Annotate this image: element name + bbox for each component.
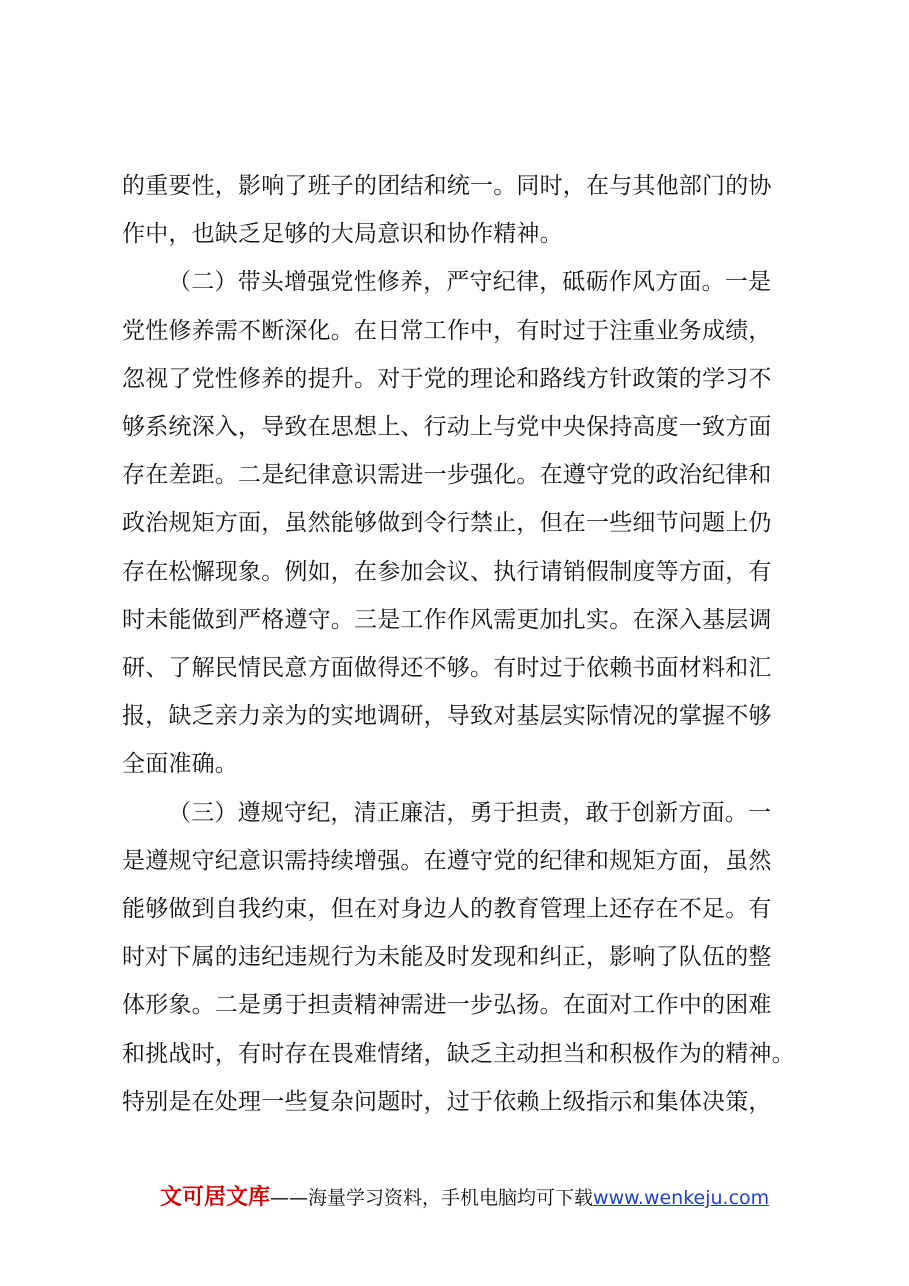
document-body — [122, 162, 798, 1126]
text-line: （三）遵规守纪，清正廉洁，勇于担责，敢于创新方面。一 — [168, 799, 772, 826]
text-line: 全面准确。 — [122, 751, 238, 778]
text-line: 是遵规守纪意识需持续增强。在遵守党的纪律和规矩方面，虽然 — [122, 847, 772, 874]
text-line: 政治规矩方面，虽然能够做到令行禁止，但在一些细节问题上仍 — [122, 510, 772, 537]
footer-tagline: ——海量学习资料，手机电脑均可下载 — [270, 1187, 594, 1209]
paragraph-1 — [122, 162, 798, 258]
text-line: 忽视了党性修养的提升。对于党的理论和路线方针政策的学习不 — [122, 365, 772, 392]
paragraph-3 — [122, 789, 798, 1126]
text-line: 时未能做到严格遵守。三是工作作风需更加扎实。在深入基层调 — [122, 606, 772, 633]
text-line: 和挑战时，有时存在畏难情绪，缺乏主动担当和积极作为的精神。 — [122, 1040, 795, 1067]
text-line: 报，缺乏亲力亲为的实地调研，导致对基层实际情况的掌握不够 — [122, 703, 772, 730]
text-line: 能够做到自我约束，但在对身边人的教育管理上还存在不足。有 — [122, 896, 772, 923]
footer-brand: 文可居文库 — [160, 1185, 271, 1210]
text-line: 存在松懈现象。例如，在参加会议、执行请销假制度等方面，有 — [122, 558, 772, 585]
text-line: 时对下属的违纪违规行为未能及时发现和纠正，影响了队伍的整 — [122, 944, 772, 971]
footer-website-link[interactable]: www.wenkeju.com — [593, 1187, 770, 1209]
text-line: 作中，也缺乏足够的大局意识和协作精神。 — [122, 221, 563, 248]
paragraph-2 — [122, 258, 798, 788]
text-line: 特别是在处理一些复杂问题时，过于依赖上级指示和集体决策， — [122, 1088, 772, 1115]
text-line: 党性修养需不断深化。在日常工作中，有时过于注重业务成绩， — [122, 317, 772, 344]
text-line: （二）带头增强党性修养，严守纪律，砥砺作风方面。一是 — [168, 269, 772, 296]
text-line: 体形象。二是勇于担责精神需进一步弘扬。在面对工作中的困难 — [122, 992, 772, 1019]
text-line: 存在差距。二是纪律意识需进一步强化。在遵守党的政治纪律和 — [122, 462, 772, 489]
page-footer — [160, 1180, 780, 1212]
text-line: 的重要性，影响了班子的团结和统一。同时，在与其他部门的协 — [122, 173, 772, 199]
text-line: 够系统深入，导致在思想上、行动上与党中央保持高度一致方面 — [122, 414, 772, 441]
text-line: 研、了解民情民意方面做得还不够。有时过于依赖书面材料和汇 — [122, 655, 772, 682]
